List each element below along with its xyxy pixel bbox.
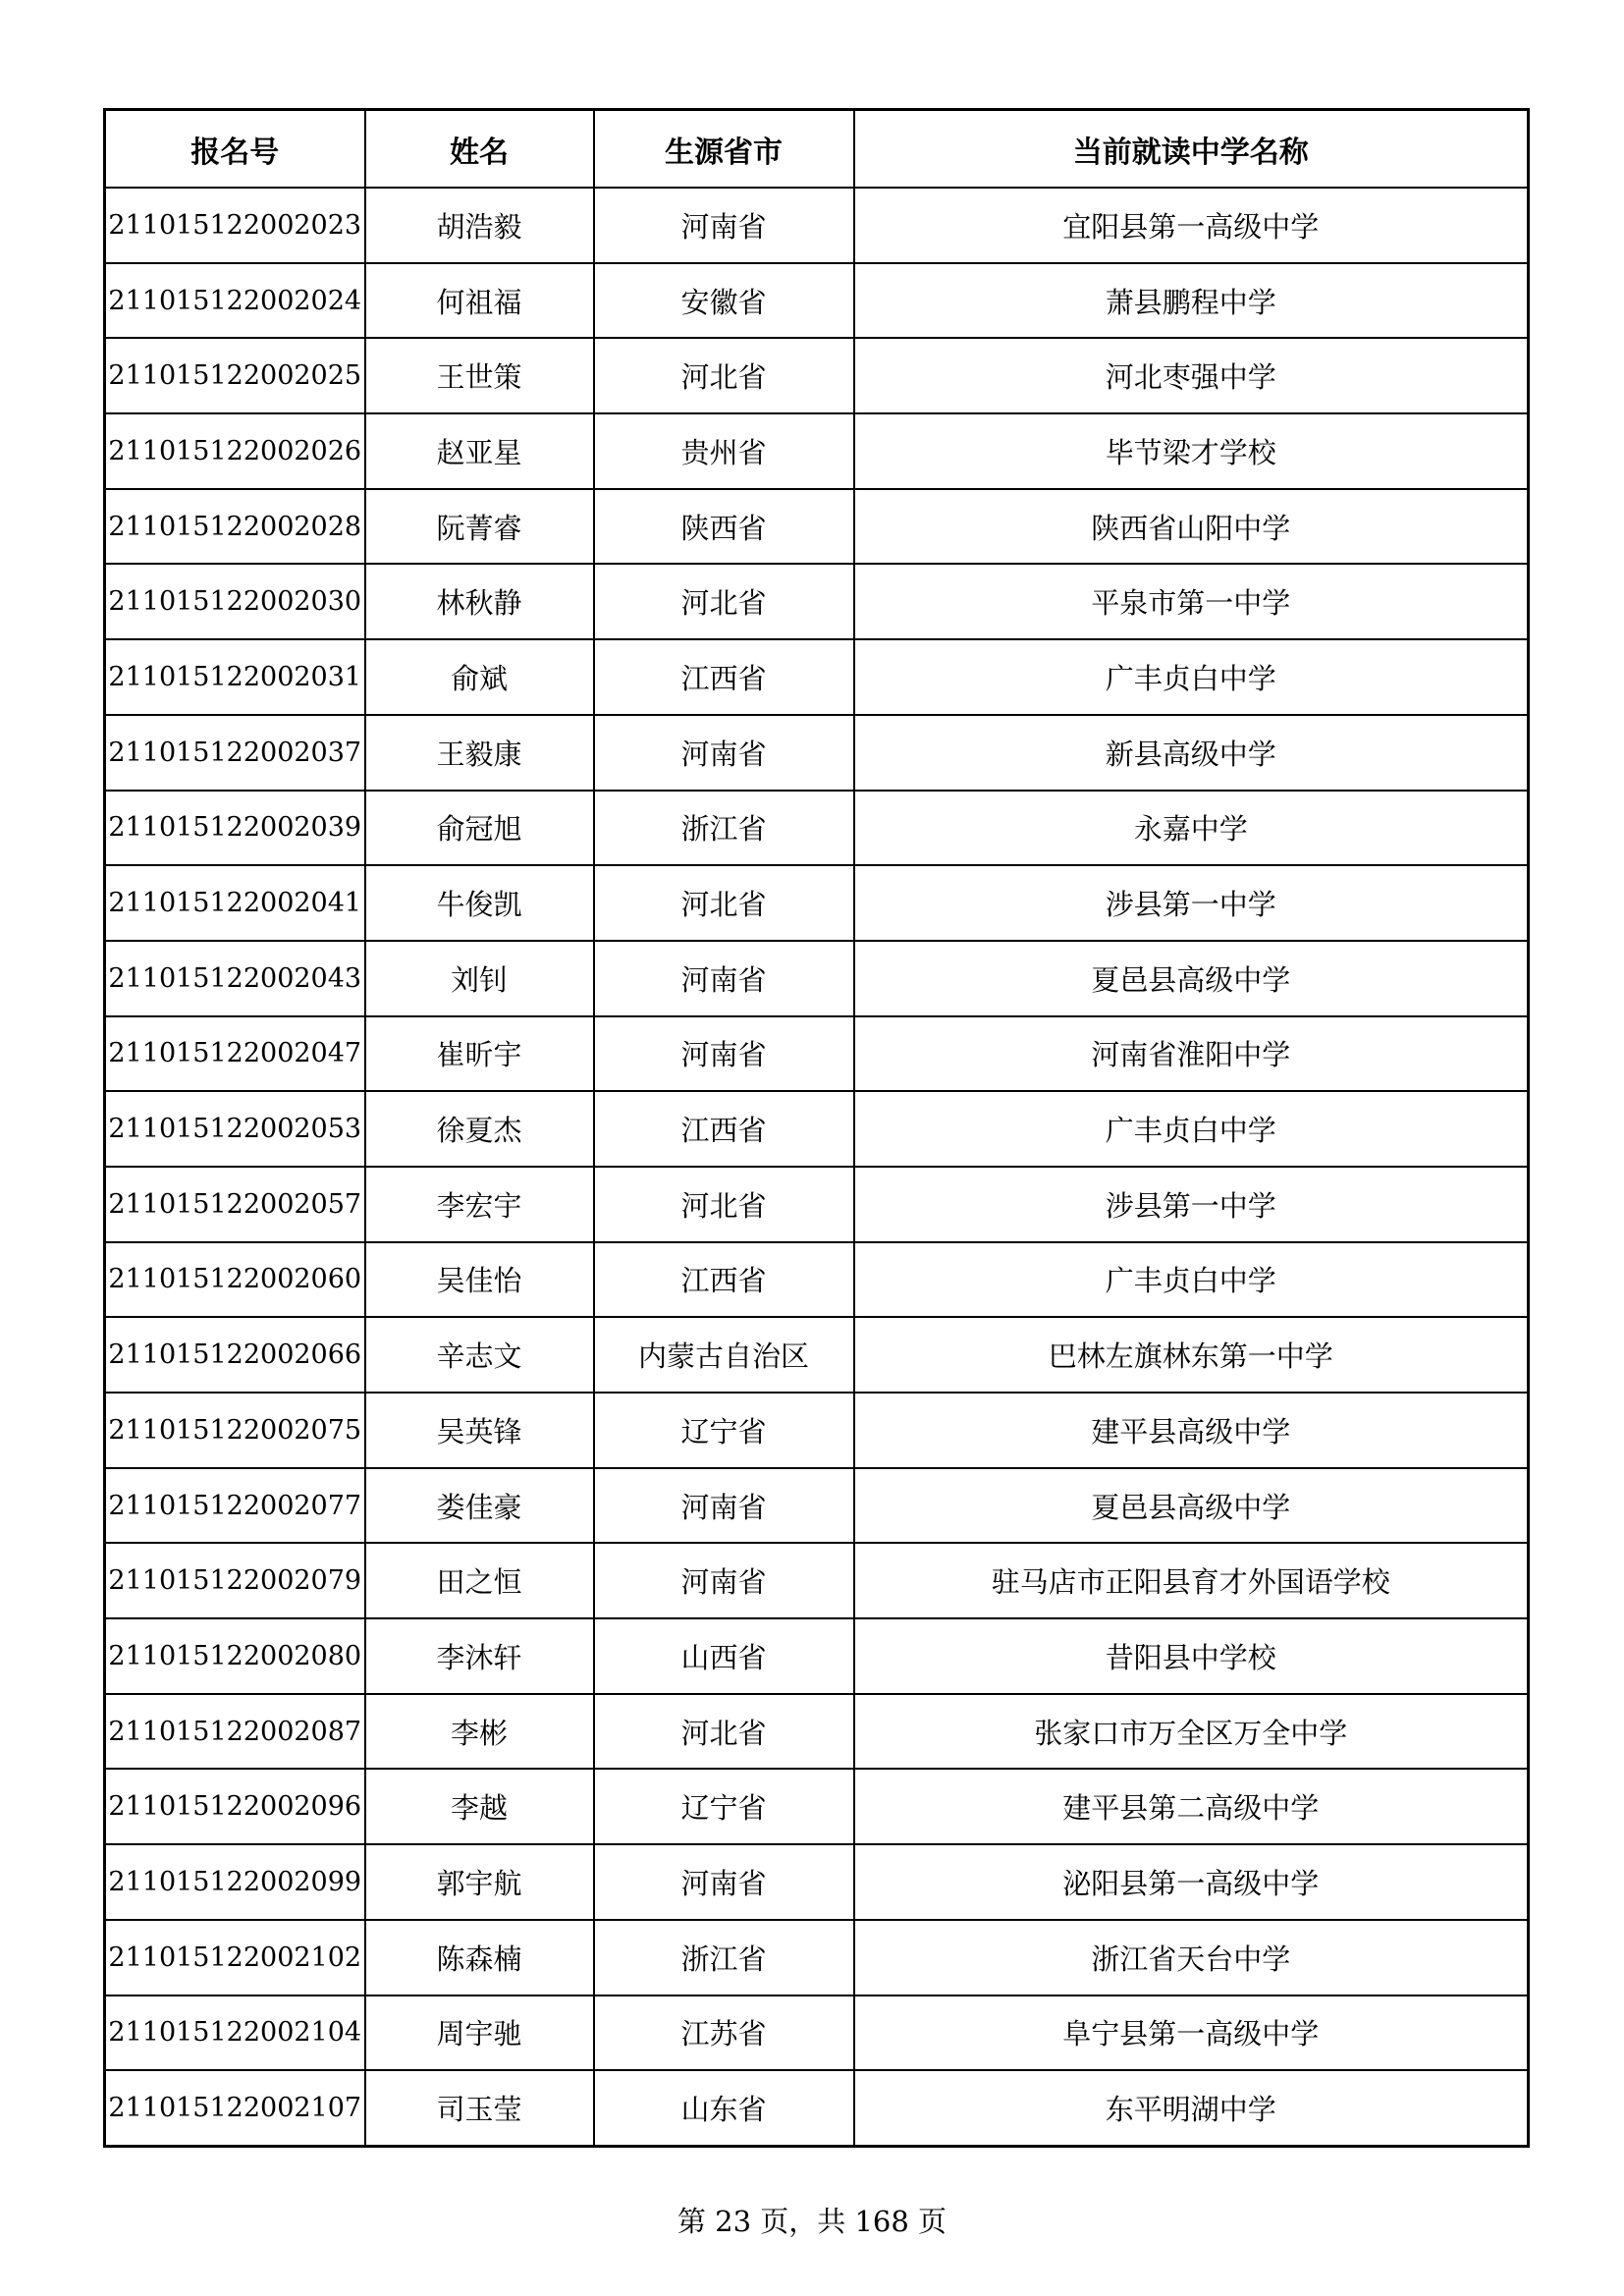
table-row xyxy=(105,1769,1529,1844)
page-footer: 第 23 页，共 168 页 xyxy=(677,2205,947,2238)
cell-name: 陈森楠 xyxy=(365,1920,594,1995)
table-row xyxy=(105,413,1529,489)
cell-province: 贵州省 xyxy=(594,413,854,489)
cell-name: 王世策 xyxy=(365,338,594,413)
cell-school: 广丰贞白中学 xyxy=(854,1242,1529,1318)
cell-name: 牛俊凯 xyxy=(365,865,594,941)
cell-province: 安徽省 xyxy=(594,263,854,339)
cell-registration-number: 211015122002066 xyxy=(105,1317,365,1393)
cell-school: 泌阳县第一高级中学 xyxy=(854,1844,1529,1920)
table-row xyxy=(105,1393,1529,1468)
cell-school: 萧县鹏程中学 xyxy=(854,263,1529,339)
cell-school: 河北枣强中学 xyxy=(854,338,1529,413)
cell-registration-number: 211015122002104 xyxy=(105,1995,365,2071)
cell-province: 河南省 xyxy=(594,715,854,791)
cell-province: 河南省 xyxy=(594,1016,854,1092)
cell-school: 平泉市第一中学 xyxy=(854,564,1529,639)
cell-school: 巴林左旗林东第一中学 xyxy=(854,1317,1529,1393)
cell-registration-number: 211015122002025 xyxy=(105,338,365,413)
cell-school: 毕节梁才学校 xyxy=(854,413,1529,489)
cell-registration-number: 211015122002053 xyxy=(105,1091,365,1167)
cell-school: 永嘉中学 xyxy=(854,791,1529,866)
table-row xyxy=(105,338,1529,413)
cell-name: 郭宇航 xyxy=(365,1844,594,1920)
cell-name: 李宏宇 xyxy=(365,1167,594,1242)
cell-registration-number: 211015122002039 xyxy=(105,791,365,866)
cell-registration-number: 211015122002096 xyxy=(105,1769,365,1844)
header-province: 生源省市 xyxy=(594,110,854,189)
cell-province: 河南省 xyxy=(594,1844,854,1920)
cell-registration-number: 211015122002026 xyxy=(105,413,365,489)
cell-school: 东平明湖中学 xyxy=(854,2070,1529,2146)
cell-province: 内蒙古自治区 xyxy=(594,1317,854,1393)
cell-name: 崔昕宇 xyxy=(365,1016,594,1092)
cell-province: 江西省 xyxy=(594,1091,854,1167)
cell-registration-number: 211015122002060 xyxy=(105,1242,365,1318)
table-row xyxy=(105,1694,1529,1770)
cell-school: 涉县第一中学 xyxy=(854,1167,1529,1242)
cell-province: 辽宁省 xyxy=(594,1393,854,1468)
cell-province: 山东省 xyxy=(594,2070,854,2146)
cell-school: 昔阳县中学校 xyxy=(854,1618,1529,1694)
cell-registration-number: 211015122002031 xyxy=(105,639,365,715)
cell-province: 陕西省 xyxy=(594,489,854,565)
cell-name: 俞斌 xyxy=(365,639,594,715)
table-row xyxy=(105,791,1529,866)
table-row xyxy=(105,941,1529,1016)
cell-province: 河北省 xyxy=(594,1694,854,1770)
table-row xyxy=(105,1468,1529,1544)
cell-school: 夏邑县高级中学 xyxy=(854,1468,1529,1544)
cell-name: 俞冠旭 xyxy=(365,791,594,866)
table-row xyxy=(105,1618,1529,1694)
cell-name: 王毅康 xyxy=(365,715,594,791)
cell-registration-number: 211015122002080 xyxy=(105,1618,365,1694)
cell-registration-number: 211015122002041 xyxy=(105,865,365,941)
cell-province: 河北省 xyxy=(594,865,854,941)
cell-school: 建平县高级中学 xyxy=(854,1393,1529,1468)
cell-school: 建平县第二高级中学 xyxy=(854,1769,1529,1844)
table-row xyxy=(105,1091,1529,1167)
cell-name: 赵亚星 xyxy=(365,413,594,489)
cell-name: 胡浩毅 xyxy=(365,188,594,263)
cell-school: 广丰贞白中学 xyxy=(854,639,1529,715)
cell-province: 河北省 xyxy=(594,338,854,413)
cell-name: 吴英锋 xyxy=(365,1393,594,1468)
cell-registration-number: 211015122002030 xyxy=(105,564,365,639)
cell-province: 浙江省 xyxy=(594,1920,854,1995)
cell-province: 河南省 xyxy=(594,1468,854,1544)
cell-province: 江苏省 xyxy=(594,1995,854,2071)
table-row xyxy=(105,1844,1529,1920)
header-school: 当前就读中学名称 xyxy=(854,110,1529,189)
cell-province: 江西省 xyxy=(594,639,854,715)
cell-registration-number: 211015122002023 xyxy=(105,188,365,263)
cell-registration-number: 211015122002077 xyxy=(105,1468,365,1544)
table-row xyxy=(105,263,1529,339)
cell-province: 河南省 xyxy=(594,941,854,1016)
cell-name: 李越 xyxy=(365,1769,594,1844)
cell-name: 李彬 xyxy=(365,1694,594,1770)
cell-name: 徐夏杰 xyxy=(365,1091,594,1167)
table-header-row xyxy=(105,110,1529,189)
cell-name: 阮菁睿 xyxy=(365,489,594,565)
cell-registration-number: 211015122002079 xyxy=(105,1543,365,1618)
cell-province: 浙江省 xyxy=(594,791,854,866)
table-row xyxy=(105,1995,1529,2071)
header-name: 姓名 xyxy=(365,110,594,189)
table-row xyxy=(105,2070,1529,2146)
cell-name: 辛志文 xyxy=(365,1317,594,1393)
cell-registration-number: 211015122002047 xyxy=(105,1016,365,1092)
cell-name: 李沐轩 xyxy=(365,1618,594,1694)
cell-name: 何祖福 xyxy=(365,263,594,339)
cell-school: 张家口市万全区万全中学 xyxy=(854,1694,1529,1770)
table-row xyxy=(105,639,1529,715)
cell-registration-number: 211015122002057 xyxy=(105,1167,365,1242)
cell-province: 辽宁省 xyxy=(594,1769,854,1844)
cell-school: 涉县第一中学 xyxy=(854,865,1529,941)
table-row xyxy=(105,1317,1529,1393)
table-row xyxy=(105,1016,1529,1092)
table-row xyxy=(105,865,1529,941)
table-body xyxy=(105,188,1529,2146)
cell-registration-number: 211015122002028 xyxy=(105,489,365,565)
cell-school: 驻马店市正阳县育才外国语学校 xyxy=(854,1543,1529,1618)
cell-registration-number: 211015122002099 xyxy=(105,1844,365,1920)
table-row xyxy=(105,489,1529,565)
cell-registration-number: 211015122002107 xyxy=(105,2070,365,2146)
cell-province: 河北省 xyxy=(594,564,854,639)
table-row xyxy=(105,1543,1529,1618)
cell-school: 宜阳县第一高级中学 xyxy=(854,188,1529,263)
cell-registration-number: 211015122002037 xyxy=(105,715,365,791)
cell-name: 司玉莹 xyxy=(365,2070,594,2146)
table-row xyxy=(105,715,1529,791)
cell-name: 娄佳豪 xyxy=(365,1468,594,1544)
cell-school: 新县高级中学 xyxy=(854,715,1529,791)
table-row xyxy=(105,1167,1529,1242)
cell-name: 林秋静 xyxy=(365,564,594,639)
cell-name: 周宇驰 xyxy=(365,1995,594,2071)
cell-registration-number: 211015122002024 xyxy=(105,263,365,339)
header-registration-number: 报名号 xyxy=(105,110,365,189)
cell-school: 夏邑县高级中学 xyxy=(854,941,1529,1016)
cell-province: 山西省 xyxy=(594,1618,854,1694)
table-row xyxy=(105,188,1529,263)
table-row xyxy=(105,1242,1529,1318)
cell-province: 江西省 xyxy=(594,1242,854,1318)
cell-name: 田之恒 xyxy=(365,1543,594,1618)
student-table xyxy=(103,108,1530,2148)
cell-school: 广丰贞白中学 xyxy=(854,1091,1529,1167)
cell-province: 河南省 xyxy=(594,188,854,263)
cell-province: 河南省 xyxy=(594,1543,854,1618)
cell-school: 阜宁县第一高级中学 xyxy=(854,1995,1529,2071)
table-row xyxy=(105,1920,1529,1995)
cell-name: 吴佳怡 xyxy=(365,1242,594,1318)
table-row xyxy=(105,564,1529,639)
cell-school: 陕西省山阳中学 xyxy=(854,489,1529,565)
cell-school: 浙江省天台中学 xyxy=(854,1920,1529,1995)
cell-school: 河南省淮阳中学 xyxy=(854,1016,1529,1092)
cell-registration-number: 211015122002102 xyxy=(105,1920,365,1995)
cell-registration-number: 211015122002075 xyxy=(105,1393,365,1468)
cell-registration-number: 211015122002087 xyxy=(105,1694,365,1770)
cell-name: 刘钊 xyxy=(365,941,594,1016)
cell-registration-number: 211015122002043 xyxy=(105,941,365,1016)
cell-province: 河北省 xyxy=(594,1167,854,1242)
